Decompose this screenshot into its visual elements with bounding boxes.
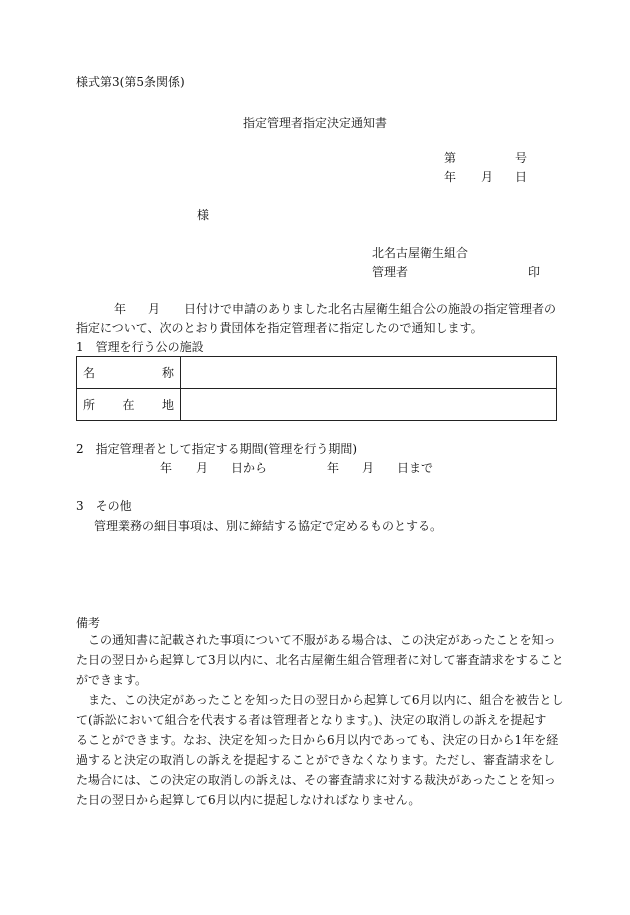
label-char: 在: [122, 398, 135, 412]
date-year: 年: [444, 170, 457, 184]
remarks-line: 過すると決定の取消しの訴えを提起することができなくなります。ただし、審査請求をし: [76, 753, 556, 767]
period-month-end: 月: [362, 461, 375, 475]
remarks-heading: 備考: [76, 616, 101, 630]
label-char: 称: [161, 366, 174, 380]
section2-heading: 2 指定管理者として指定する期間(管理を行う期間): [76, 442, 358, 456]
period-year-start: 年: [160, 461, 173, 475]
body-line1: 日付けで申請のありました北名古屋衛生組合公の施設の指定管理者の: [184, 302, 557, 316]
period-until: 日まで: [397, 461, 434, 475]
facility-location-label: [77, 389, 181, 421]
table-row: [77, 389, 557, 421]
remarks-line: ができます。: [76, 673, 148, 687]
date-month: 月: [481, 170, 494, 184]
form-number: 様式第3(第5条関係): [76, 75, 185, 89]
remarks-line: た日の翌日から起算して6月以内に提起しなければなりません。: [76, 793, 421, 807]
number-suffix: 号: [515, 151, 528, 165]
section3-heading: 3 その他: [76, 499, 132, 513]
label-char: 所: [83, 398, 96, 412]
remarks-line: た場合には、この決定の取消しの訴えは、その審査請求に対する裁決があったことを知っ: [76, 773, 556, 787]
remarks-line: この通知書に記載された事項について不服がある場合は、この決定があったことを知っ: [88, 633, 556, 647]
facility-name-label: [77, 357, 181, 389]
period-year-end: 年: [327, 461, 340, 475]
body-year: 年: [114, 302, 127, 316]
seal-mark: 印: [528, 265, 541, 279]
remarks-paragraph-2: [76, 690, 564, 810]
body-month: 月: [148, 302, 161, 316]
remarks-line: た日の翌日から起算して3月以内に、北名古屋衛生組合管理者に対して審査請求をすること: [76, 653, 564, 667]
addressee-suffix: 様: [197, 208, 210, 222]
remarks-line: また、この決定があったことを知った日の翌日から起算して6月以内に、組合を被告とし: [88, 693, 564, 707]
remarks-paragraph-1: [76, 630, 564, 690]
remarks-line: ることができます。なお、決定を知った日から6月以内であっても、決定の日から1年を経: [76, 733, 559, 747]
remarks-line: て(訴訟において組合を代表する者は管理者となります。)、決定の取消しの訴えを提起す: [76, 713, 547, 727]
section1-heading: 1 管理を行う公の施設: [76, 340, 204, 354]
number-prefix: 第: [444, 151, 457, 165]
facility-location-value: [181, 389, 557, 421]
body-line2: 指定について、次のとおり貴団体を指定管理者に指定したので通知します。: [76, 321, 483, 335]
issuer-role: 管理者: [372, 265, 409, 279]
label-char: 地: [161, 398, 174, 412]
issuer-org: 北名古屋衛生組合: [372, 246, 469, 260]
document-title: 指定管理者指定決定通知書: [243, 116, 388, 130]
section3-text: 管理業務の細目事項は、別に締結する協定で定めるものとする。: [94, 519, 443, 533]
period-from: 日から: [231, 461, 268, 475]
date-day: 日: [515, 170, 528, 184]
table-row: [77, 357, 557, 389]
period-month-start: 月: [196, 461, 209, 475]
facility-table: [76, 356, 557, 421]
facility-name-value: [181, 357, 557, 389]
label-char: 名: [83, 366, 96, 380]
